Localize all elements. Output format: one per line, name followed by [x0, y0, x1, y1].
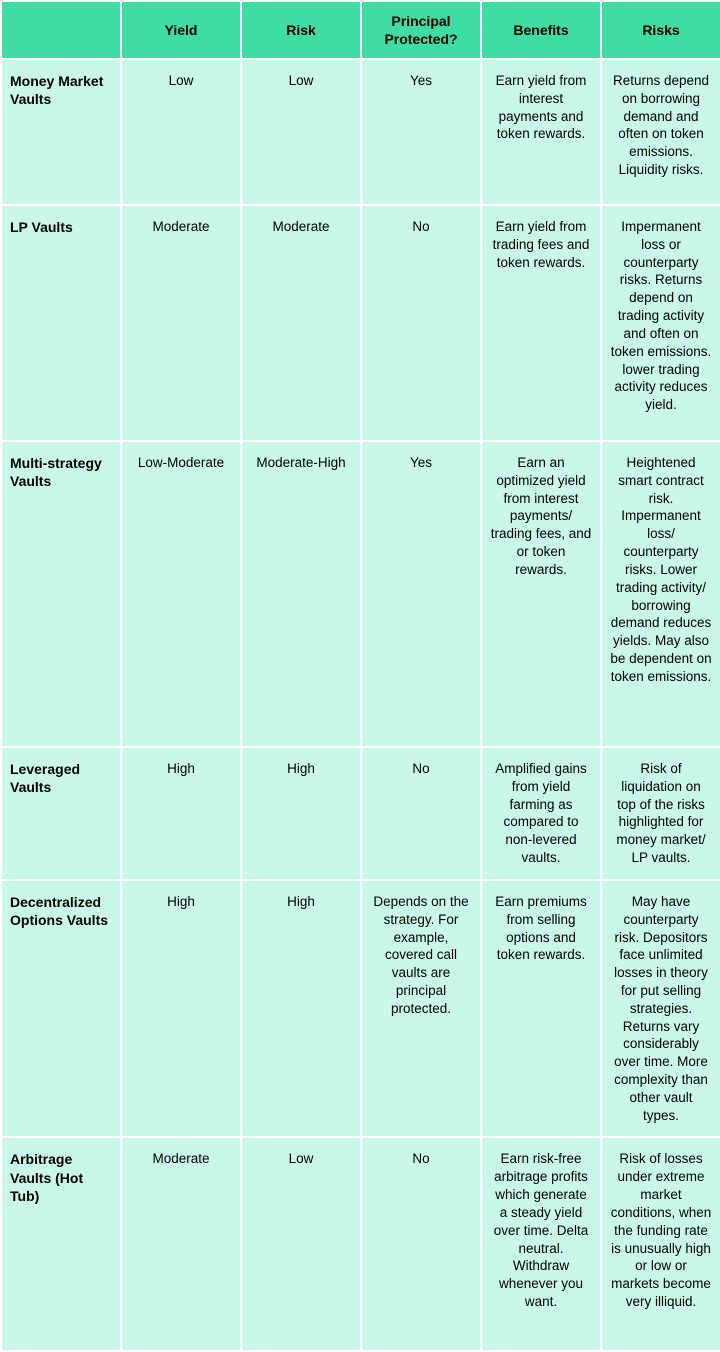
- cell-yield: Low-Moderate: [121, 441, 241, 747]
- cell-risks: Risk of liquidation on top of the risks highlighted for money market/ LP vaults.: [601, 747, 720, 880]
- table-row-leveraged-vaults: [1, 747, 720, 880]
- header-cell-risk: Risk: [241, 1, 361, 59]
- cell-yield: High: [121, 880, 241, 1138]
- table-row-arbitrage-vaults: [1, 1137, 720, 1351]
- cell-risks: Returns depend on borrowing demand and often on token emissions. Liquidity risks.: [601, 59, 720, 205]
- row-header: Decentralized Options Vaults: [1, 880, 121, 1138]
- cell-principal-protected: No: [361, 1137, 481, 1351]
- cell-risk: High: [241, 747, 361, 880]
- header-cell-empty: [1, 1, 121, 59]
- table-row-money-market-vaults: [1, 59, 720, 205]
- cell-risks: Risk of losses under extreme market conditions, when the funding rate is unusually high or low or markets become very illiquid.: [601, 1137, 720, 1351]
- table-row-lp-vaults: [1, 205, 720, 441]
- cell-yield: Moderate: [121, 1137, 241, 1351]
- cell-risk: Moderate-High: [241, 441, 361, 747]
- header-row: [1, 1, 720, 59]
- header-cell-yield: Yield: [121, 1, 241, 59]
- cell-risk: Moderate: [241, 205, 361, 441]
- cell-risk: Low: [241, 59, 361, 205]
- header-cell-principal-protected: Principal Protected?: [361, 1, 481, 59]
- row-header: Arbitrage Vaults (Hot Tub): [1, 1137, 121, 1351]
- header-cell-benefits: Benefits: [481, 1, 601, 59]
- cell-risks: Heightened smart contract risk. Impermanent loss/ counterparty risks. Lower trading activity/ borrowing demand reduces yields. May also be dependent on token emissions.: [601, 441, 720, 747]
- header-cell-risks: Risks: [601, 1, 720, 59]
- cell-benefits: Amplified gains from yield farming as compared to non-levered vaults.: [481, 747, 601, 880]
- row-header: LP Vaults: [1, 205, 121, 441]
- row-header: Multi-strategy Vaults: [1, 441, 121, 747]
- cell-principal-protected: Yes: [361, 59, 481, 205]
- cell-risks: May have counterparty risk. Depositors face unlimited losses in theory for put selling strategies. Returns vary considerably over time. More complexity than other vault types.: [601, 880, 720, 1138]
- row-header: Money Market Vaults: [1, 59, 121, 205]
- cell-benefits: Earn yield from interest payments and token rewards.: [481, 59, 601, 205]
- cell-risk: High: [241, 880, 361, 1138]
- cell-risks: Impermanent loss or counterparty risks. Returns depend on trading activity and often on token emissions. lower trading activity reduces yield.: [601, 205, 720, 441]
- table-header: [1, 1, 720, 59]
- cell-principal-protected: Depends on the strategy. For example, covered call vaults are principal protected.: [361, 880, 481, 1138]
- row-header: Leveraged Vaults: [1, 747, 121, 880]
- table-body: [1, 59, 720, 1351]
- cell-principal-protected: Yes: [361, 441, 481, 747]
- cell-yield: High: [121, 747, 241, 880]
- cell-benefits: Earn risk-free arbitrage profits which generate a steady yield over time. Delta neutral. Withdraw whenever you want.: [481, 1137, 601, 1351]
- table-row-multi-strategy-vaults: [1, 441, 720, 747]
- cell-principal-protected: No: [361, 205, 481, 441]
- cell-principal-protected: No: [361, 747, 481, 880]
- cell-benefits: Earn yield from trading fees and token rewards.: [481, 205, 601, 441]
- cell-yield: Low: [121, 59, 241, 205]
- table-row-decentralized-options-vaults: [1, 880, 720, 1138]
- cell-yield: Moderate: [121, 205, 241, 441]
- cell-benefits: Earn an optimized yield from interest payments/ trading fees, and or token rewards.: [481, 441, 601, 747]
- cell-benefits: Earn premiums from selling options and token rewards.: [481, 880, 601, 1138]
- cell-risk: Low: [241, 1137, 361, 1351]
